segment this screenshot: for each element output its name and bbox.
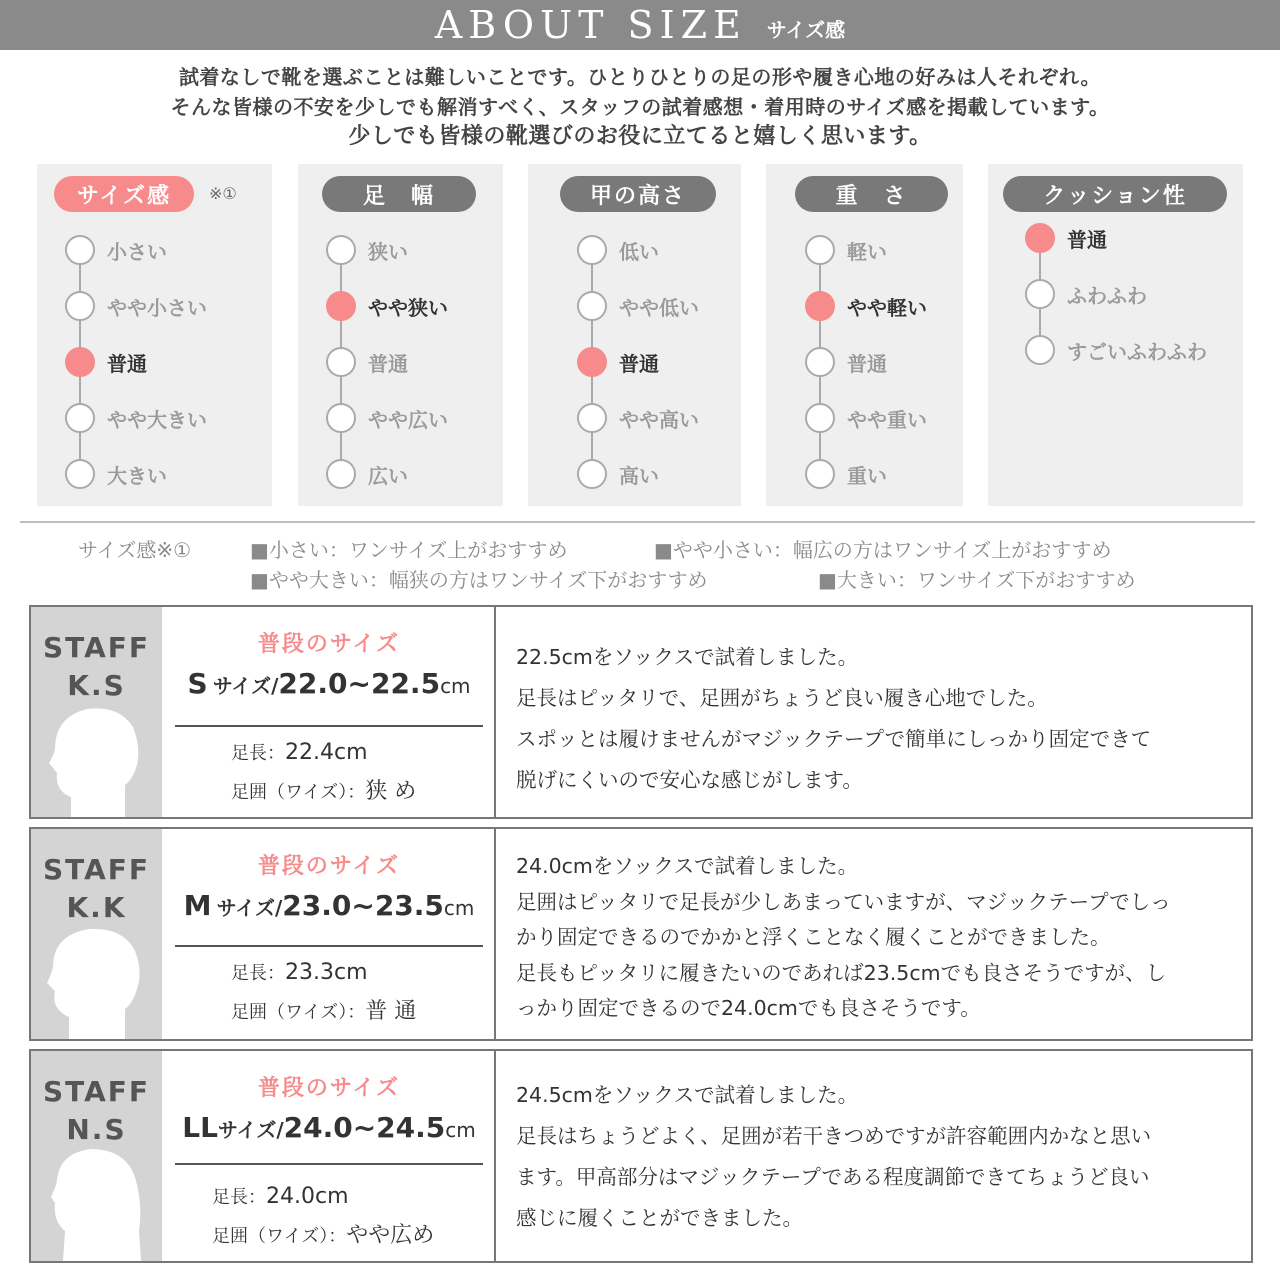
staff-side	[31, 1051, 162, 1261]
foot-width	[212, 1218, 434, 1249]
scale-title: 足 幅	[322, 176, 476, 212]
scale-option[interactable]	[65, 235, 167, 265]
comment-line: 足長もピッタリに履きたいのであれば23.5cmでも良さそうですが、し	[516, 960, 1167, 985]
staff-card	[29, 827, 1253, 1041]
size-note-slightly-small: ■やや小さい：幅広の方はワンサイズ上がおすすめ	[654, 538, 1112, 562]
info-divider	[175, 945, 483, 947]
scale-option[interactable]	[577, 403, 699, 433]
radio-circle	[805, 347, 835, 377]
scale-panel-width	[298, 164, 503, 506]
radio-circle	[65, 403, 95, 433]
foot-width	[231, 774, 416, 805]
card-separator	[494, 607, 496, 817]
staff-label-top: STAFF	[42, 1075, 150, 1108]
option-label: やや軽い	[847, 295, 927, 320]
size-code: M	[183, 889, 212, 922]
foot-length	[231, 739, 368, 765]
foot-width-label: 足囲（ワイズ）：	[231, 1002, 366, 1023]
staff-side	[31, 829, 162, 1039]
radio-circle	[326, 235, 356, 265]
option-label: 重い	[847, 463, 887, 488]
person-silhouette-icon	[41, 1131, 151, 1261]
staff-card	[29, 605, 1253, 819]
scale-option[interactable]	[65, 347, 147, 377]
comment-line: っかり固定できるので24.0cmでも良さそうです。	[516, 996, 981, 1020]
usual-size-label: 普段のサイズ	[257, 632, 401, 657]
comment-line: 足長はピッタリで、足囲がちょうど良い履き心地でした。	[516, 686, 1048, 710]
option-label: 高い	[619, 463, 659, 488]
scale-option[interactable]	[805, 291, 927, 321]
staff-name: N.S	[66, 1113, 127, 1146]
radio-circle	[805, 403, 835, 433]
option-label: やや広い	[368, 407, 448, 432]
usual-size-label: 普段のサイズ	[257, 1076, 401, 1101]
radio-circle	[577, 403, 607, 433]
radio-circle	[1025, 279, 1055, 309]
comment-line: 24.5cmをソックスで試着しました。	[516, 1083, 859, 1107]
scale-option[interactable]	[65, 403, 207, 433]
scale-option[interactable]	[577, 291, 699, 321]
scale-title: サイズ感	[54, 176, 194, 212]
option-label: 普通	[1067, 227, 1107, 252]
scale-option[interactable]	[805, 347, 887, 377]
intro-line: そんな皆様の不安を少しでも解消すべく、スタッフの試着感想・着用時のサイズ感を掲載しています。	[170, 95, 1110, 119]
comment-line: スポッとは履けませんがマジックテープで簡単にしっかり固定できて	[516, 727, 1152, 751]
radio-circle-selected	[65, 347, 95, 377]
radio-circle	[326, 347, 356, 377]
scale-panel-weight	[766, 164, 963, 506]
radio-circle	[1025, 335, 1055, 365]
foot-length-label: 足長：	[212, 1187, 266, 1208]
scale-option[interactable]	[805, 403, 927, 433]
card-separator	[494, 829, 496, 1039]
foot-length-value: 24.0cm	[266, 1184, 349, 1209]
scale-option[interactable]	[326, 459, 408, 489]
staff-size-info	[162, 1051, 496, 1261]
scale-option[interactable]	[65, 459, 167, 489]
option-label: 低い	[619, 239, 659, 264]
intro-line: 試着なしで靴を選ぶことは難しいことです。ひとりひとりの足の形や履き心地の好みは人それぞれ。	[178, 65, 1102, 89]
staff-label-top: STAFF	[42, 853, 150, 886]
comment-line: 感じに履くことができました。	[516, 1206, 803, 1230]
info-divider	[175, 1163, 483, 1165]
scale-option[interactable]	[326, 235, 408, 265]
radio-circle	[65, 235, 95, 265]
intro-line: 少しでも皆様の靴選びのお役に立てると嬉しく思います。	[348, 124, 932, 149]
size-range: 24.0~24.5	[283, 1111, 446, 1144]
foot-length-label: 足長：	[231, 963, 285, 984]
usual-size-label: 普段のサイズ	[257, 854, 401, 879]
size-unit: cm	[440, 674, 471, 698]
staff-name: K.K	[66, 891, 127, 924]
radio-circle-selected	[805, 291, 835, 321]
option-label: 狭い	[368, 239, 408, 264]
staff-size-info	[162, 607, 496, 817]
radio-circle	[326, 459, 356, 489]
staff-name: K.S	[67, 669, 126, 702]
scale-panel-cushion	[988, 164, 1243, 506]
section-divider	[20, 521, 1255, 523]
usual-size-value	[162, 889, 496, 922]
comment-line: 足囲はピッタリで足長が少しあまっていますが、マジックテープでしっ	[516, 889, 1171, 914]
option-label: 普通	[619, 351, 659, 376]
option-label: ふわふわ	[1067, 283, 1147, 308]
foot-length	[212, 1183, 349, 1209]
scale-title: クッション性	[1003, 176, 1227, 212]
foot-width	[231, 994, 416, 1025]
radio-circle	[577, 291, 607, 321]
scale-panel-instep	[528, 164, 741, 506]
option-label: やや大きい	[107, 407, 207, 432]
radio-circle	[577, 459, 607, 489]
radio-circle	[805, 459, 835, 489]
usual-size-value	[162, 1111, 496, 1144]
scale-option[interactable]	[805, 235, 887, 265]
radio-circle-selected	[1025, 223, 1055, 253]
page-title: ABOUT SIZE	[434, 3, 747, 47]
option-label: やや低い	[619, 295, 699, 320]
scale-title: 甲の高さ	[560, 176, 716, 212]
foot-width-label: 足囲（ワイズ）：	[212, 1226, 347, 1247]
radio-circle	[65, 459, 95, 489]
option-label: 大きい	[107, 463, 167, 488]
scale-panel-size	[37, 164, 272, 506]
size-code: LL	[182, 1111, 218, 1144]
scale-option[interactable]	[577, 459, 659, 489]
foot-width-value: 狭 め	[365, 779, 417, 804]
size-code: S	[187, 667, 208, 700]
foot-width-label: 足囲（ワイズ）：	[231, 782, 366, 803]
staff-side	[31, 607, 162, 817]
scale-option[interactable]	[1025, 223, 1107, 253]
radio-circle	[326, 403, 356, 433]
option-label: やや小さい	[107, 295, 207, 320]
size-notes-heading: サイズ感※①	[78, 538, 192, 562]
radio-circle	[65, 291, 95, 321]
staff-comment	[516, 1075, 1236, 1239]
intro-text	[0, 62, 1280, 152]
scale-option[interactable]	[805, 459, 887, 489]
option-label: やや高い	[619, 407, 699, 432]
comment-line: 24.0cmをソックスで試着しました。	[516, 854, 859, 878]
option-label: 普通	[107, 351, 147, 376]
comment-line: 22.5cmをソックスで試着しました。	[516, 645, 859, 669]
comment-line: 足長はちょうどよく、足囲が若干きつめですが許容範囲内かなと思い	[516, 1124, 1152, 1148]
size-unit: cm	[443, 896, 475, 920]
option-label: すごいふわふわ	[1067, 339, 1207, 364]
foot-length-label: 足長：	[231, 743, 285, 764]
size-note-large: ■大きい：ワンサイズ下がおすすめ	[818, 568, 1136, 592]
person-silhouette-icon	[41, 687, 151, 817]
staff-comment	[516, 637, 1236, 801]
radio-circle	[577, 235, 607, 265]
option-label: 軽い	[847, 239, 887, 264]
header-bar	[0, 0, 1280, 50]
person-silhouette-icon	[41, 909, 151, 1039]
scale-option[interactable]	[326, 403, 448, 433]
staff-size-info	[162, 829, 496, 1039]
staff-label-top: STAFF	[42, 631, 150, 664]
size-word: サイズ/	[212, 674, 279, 698]
size-unit: cm	[445, 1118, 476, 1142]
comment-line: 脱げにくいので安心な感じがします。	[516, 768, 863, 792]
option-label: 広い	[368, 463, 408, 488]
option-label: やや重い	[847, 407, 927, 432]
comment-line: かり固定できるのでかかと浮くことなく履くことができました。	[516, 925, 1111, 949]
option-label: 普通	[368, 351, 408, 376]
scale-note: ※①	[209, 184, 237, 203]
scale-title: 重 さ	[795, 176, 948, 212]
size-note-small: ■小さい：ワンサイズ上がおすすめ	[250, 538, 568, 562]
size-range: 22.0~22.5	[278, 667, 441, 700]
scale-option[interactable]	[577, 347, 659, 377]
size-word: サイズ/	[216, 896, 283, 920]
size-note-slightly-large: ■やや大きい：幅狭の方はワンサイズ下がおすすめ	[250, 568, 708, 592]
staff-comment	[516, 849, 1236, 1027]
scale-option[interactable]	[326, 347, 408, 377]
option-label: 小さい	[107, 239, 167, 264]
size-range: 23.0~23.5	[282, 889, 444, 922]
radio-circle-selected	[326, 291, 356, 321]
size-word: サイズ/	[217, 1118, 284, 1142]
scale-option[interactable]	[326, 291, 448, 321]
scale-option[interactable]	[1025, 335, 1207, 365]
comment-line: ます。甲高部分はマジックテープである程度調節できてちょうど良い	[516, 1165, 1150, 1189]
card-separator	[494, 1051, 496, 1261]
radio-circle	[805, 235, 835, 265]
foot-length	[231, 959, 368, 985]
option-label: やや狭い	[368, 295, 448, 320]
page-subtitle: サイズ感	[766, 17, 846, 42]
foot-width-value: 普 通	[365, 999, 417, 1024]
scale-option[interactable]	[65, 291, 207, 321]
foot-length-value: 23.3cm	[285, 960, 368, 985]
option-label: 普通	[847, 351, 887, 376]
foot-width-value: やや広め	[346, 1223, 435, 1248]
staff-card	[29, 1049, 1253, 1263]
usual-size-value	[162, 667, 496, 700]
info-divider	[175, 725, 483, 727]
radio-circle-selected	[577, 347, 607, 377]
foot-length-value: 22.4cm	[285, 740, 368, 765]
scale-option[interactable]	[577, 235, 659, 265]
scale-option[interactable]	[1025, 279, 1147, 309]
